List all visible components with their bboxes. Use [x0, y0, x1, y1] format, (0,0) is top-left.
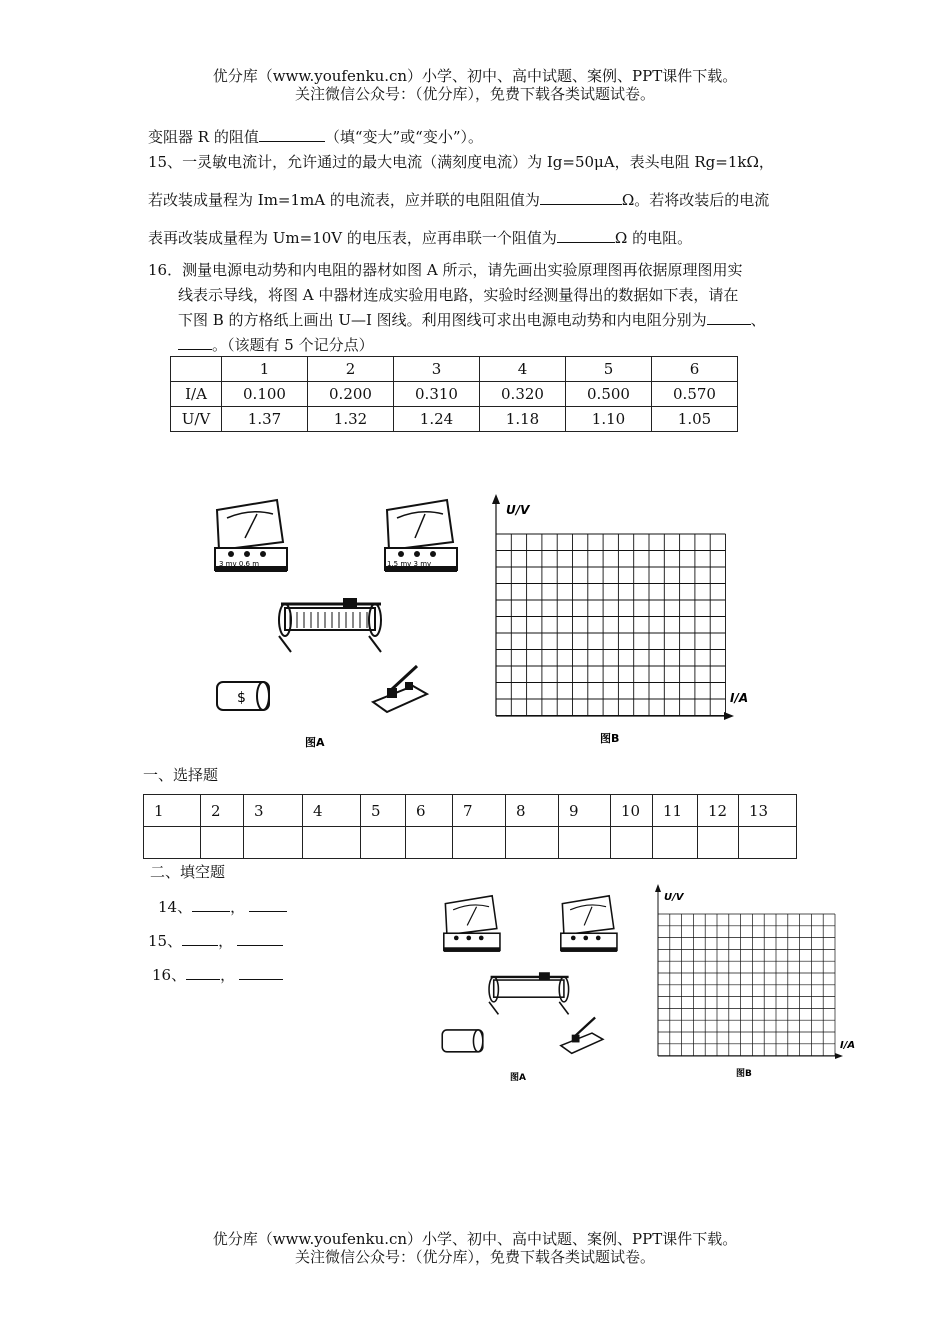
fill-item-14: 14、 ，: [158, 897, 287, 917]
table-header-cell: 4: [480, 357, 566, 382]
measurement-table: [170, 356, 738, 432]
table-cell: 1.05: [652, 407, 738, 432]
answer-cell[interactable]: [739, 827, 797, 859]
fill-item-16: 16、 ，: [152, 965, 283, 985]
header-line-1: 优分库（www.youfenku.cn）小学、初中、高中试题、案例、PPT课件下载。: [212, 67, 738, 85]
answer-cell[interactable]: [559, 827, 611, 859]
answer-cell[interactable]: [144, 827, 201, 859]
q15-line-3: 表再改装成量程为 Um=10V 的电压表，应再串联一个阻值为 Ω 的电阻。: [148, 229, 693, 247]
grid-b: [496, 534, 726, 716]
ammeter-icon: [444, 896, 500, 952]
answer-cell[interactable]: [453, 827, 506, 859]
answer-cell[interactable]: [611, 827, 653, 859]
battery-icon: [442, 1030, 483, 1052]
answer-cell[interactable]: [653, 827, 698, 859]
q16-line-4: 。（该题有 5 个记分点）: [178, 335, 374, 355]
answer-num: 5: [361, 795, 406, 827]
table-cell: 0.570: [652, 382, 738, 407]
figure-b-small-caption: 图B: [736, 1069, 752, 1079]
figure-a-caption: 图A: [305, 736, 325, 749]
answer-num: 10: [611, 795, 653, 827]
table-row: [171, 407, 738, 432]
answer-num: 8: [506, 795, 559, 827]
answer-cell[interactable]: [698, 827, 739, 859]
voltmeter-icon: [385, 500, 457, 572]
q16-line-1: 16．测量电源电动势和内电阻的器材如图 A 所示，请先画出实验原理图再依据原理图用实: [148, 261, 743, 279]
y-axis-label: U/V: [506, 503, 530, 517]
table-row: [171, 357, 738, 382]
answer-num: 1: [144, 795, 201, 827]
table-row: [171, 382, 738, 407]
table-header-cell: 6: [652, 357, 738, 382]
header-line-2: 关注微信公众号：（优分库），免费下载各类试题试卷。: [294, 85, 655, 103]
grid-b-small: [658, 914, 835, 1056]
answer-cell[interactable]: [201, 827, 244, 859]
answer-cell[interactable]: [361, 827, 406, 859]
section-fill-title: 二、填空题: [150, 863, 226, 881]
table-header-cell: 5: [566, 357, 652, 382]
table-cell: 1.32: [308, 407, 394, 432]
answer-cell[interactable]: [303, 827, 361, 859]
table-header-cell: 3: [394, 357, 480, 382]
footer-line-1: 优分库（www.youfenku.cn）小学、初中、高中试题、案例、PPT课件下载。: [212, 1230, 738, 1248]
table-cell: 0.200: [308, 382, 394, 407]
rheostat-icon: [489, 972, 569, 1014]
figure-a: [205, 490, 485, 760]
svg-text:$: $: [237, 690, 246, 706]
table-cell: 1.37: [222, 407, 308, 432]
svg-text:1.5 mv 3 mv: 1.5 mv 3 mv: [387, 560, 432, 568]
table-cell: 1.24: [394, 407, 480, 432]
answer-cell[interactable]: [244, 827, 303, 859]
table-row: [144, 795, 797, 827]
row-label: U/V: [171, 407, 222, 432]
answer-cell[interactable]: [506, 827, 559, 859]
figure-b-caption: 图B: [600, 732, 620, 745]
table-cell: 1.10: [566, 407, 652, 432]
table-header-cell: 2: [308, 357, 394, 382]
y-axis-label: U/V: [664, 892, 684, 903]
figure-a-small-caption: 图A: [510, 1073, 526, 1083]
answer-num: 11: [653, 795, 698, 827]
svg-text:3 mv 0.6 m: 3 mv 0.6 m: [219, 560, 260, 568]
answer-num: 4: [303, 795, 361, 827]
battery-icon: [217, 682, 269, 710]
figure-b: [486, 494, 756, 750]
answer-num: 2: [201, 795, 244, 827]
row-label: I/A: [171, 382, 222, 407]
table-cell: 0.310: [394, 382, 480, 407]
figure-b-small: [650, 884, 865, 1084]
answer-table: [143, 794, 797, 859]
rheostat-icon: [279, 598, 381, 652]
table-cell: 1.18: [480, 407, 566, 432]
answer-cell[interactable]: [406, 827, 453, 859]
table-cell: 0.320: [480, 382, 566, 407]
section-choice-title: 一、选择题: [143, 766, 219, 784]
answer-num: 7: [453, 795, 506, 827]
q16-line-3: 下图 B 的方格纸上画出 U—I 图线。利用图线可求出电源电动势和内电阻分别为 、: [178, 311, 766, 329]
table-cell: 0.500: [566, 382, 652, 407]
table-row: [144, 827, 797, 859]
table-header-cell: 1: [222, 357, 308, 382]
answer-num: 3: [244, 795, 303, 827]
answer-num: 12: [698, 795, 739, 827]
fill-item-15: 15、 ，: [148, 931, 283, 951]
voltmeter-icon: [561, 896, 617, 952]
q16-line-2: 线表示导线，将图 A 中器材连成实验用电路，实验时经测量得出的数据如下表，请在: [178, 286, 739, 304]
answer-num: 9: [559, 795, 611, 827]
q15-line-2: 若改装成量程为 Im=1mA 的电流表，应并联的电阻阻值为 Ω。若将改装后的电流: [148, 191, 770, 209]
x-axis-label: I/A: [730, 691, 749, 705]
figure-a-small: [436, 888, 636, 1088]
answer-num: 13: [739, 795, 797, 827]
answer-num: 6: [406, 795, 453, 827]
q15-line-1: 15、一灵敏电流计，允许通过的最大电流（满刻度电流）为 Ig=50μA，表头电阻 Rg=1kΩ，: [148, 153, 774, 171]
footer-line-2: 关注微信公众号：（优分库），免费下载各类试题试卷。: [294, 1248, 655, 1266]
switch-icon: [561, 1017, 603, 1053]
q14-tail: 变阻器 R 的阻值 （填“变大”或“变小”）。: [148, 128, 484, 146]
switch-icon: [373, 666, 427, 712]
ammeter-icon: [215, 500, 287, 572]
table-cell: 0.100: [222, 382, 308, 407]
x-axis-label: I/A: [840, 1040, 856, 1051]
